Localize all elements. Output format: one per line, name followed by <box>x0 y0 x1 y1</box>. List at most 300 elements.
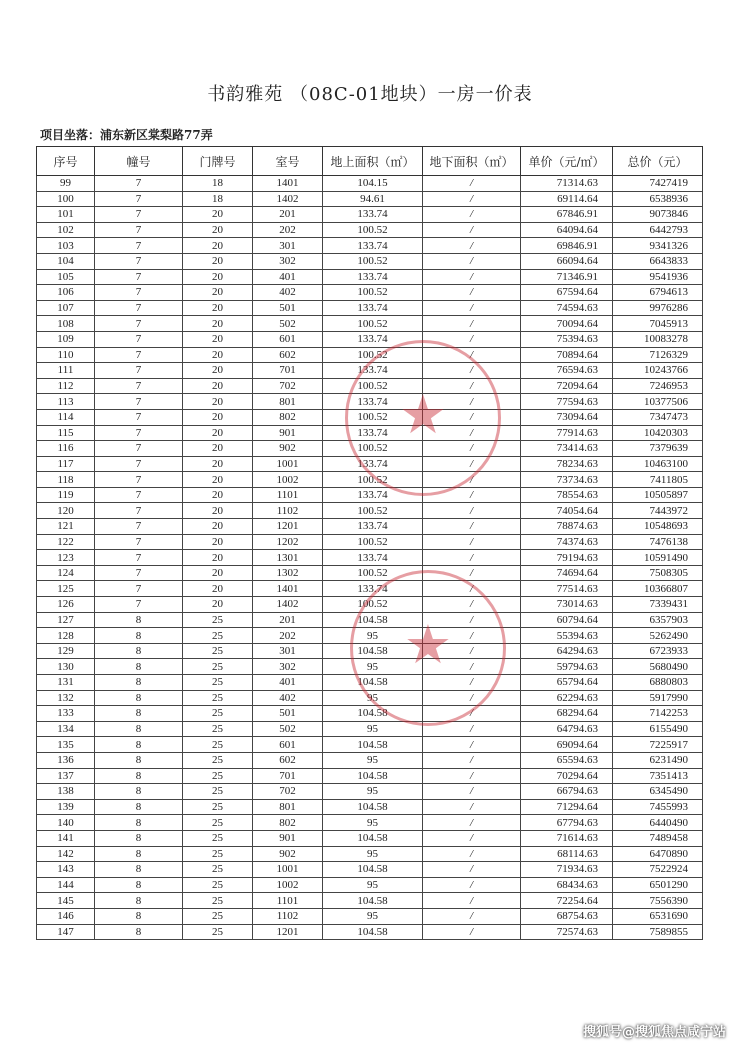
cell-above-area: 133.74 <box>323 269 423 285</box>
cell-seq: 102 <box>37 222 95 238</box>
cell-seq: 109 <box>37 331 95 347</box>
cell-door-number: 20 <box>183 441 253 457</box>
cell-seq: 113 <box>37 394 95 410</box>
page-title: 书韵雅苑 （08C-01地块）一房一价表 <box>207 84 533 105</box>
cell-room: 701 <box>253 363 323 379</box>
cell-room: 1002 <box>253 877 323 893</box>
cell-room: 1401 <box>253 581 323 597</box>
table-row <box>37 347 703 363</box>
cell-unit-price: 70894.64 <box>521 347 613 363</box>
cell-door-number: 25 <box>183 846 253 862</box>
cell-room: 301 <box>253 643 323 659</box>
cell-unit-price: 73734.63 <box>521 472 613 488</box>
cell-room: 1102 <box>253 503 323 519</box>
cell-door-number: 25 <box>183 815 253 831</box>
table-row <box>37 846 703 862</box>
cell-below-area: / <box>423 908 521 924</box>
cell-seq: 106 <box>37 285 95 301</box>
cell-unit-price: 64294.63 <box>521 643 613 659</box>
cell-unit-price: 74694.64 <box>521 565 613 581</box>
cell-above-area: 104.15 <box>323 176 423 192</box>
cell-building: 7 <box>95 222 183 238</box>
cell-below-area: / <box>423 300 521 316</box>
cell-door-number: 20 <box>183 456 253 472</box>
cell-room: 502 <box>253 721 323 737</box>
cell-room: 1402 <box>253 597 323 613</box>
cell-door-number: 20 <box>183 285 253 301</box>
cell-below-area: / <box>423 472 521 488</box>
cell-below-area: / <box>423 706 521 722</box>
cell-total-price: 7351413 <box>613 768 703 784</box>
red-seal-stamp: ★ <box>350 570 506 726</box>
cell-below-area: / <box>423 659 521 675</box>
cell-above-area: 133.74 <box>323 487 423 503</box>
cell-room: 802 <box>253 815 323 831</box>
cell-seq: 120 <box>37 503 95 519</box>
cell-door-number: 25 <box>183 924 253 940</box>
cell-seq: 104 <box>37 253 95 269</box>
table-row <box>37 487 703 503</box>
cell-seq: 105 <box>37 269 95 285</box>
cell-building: 7 <box>95 176 183 192</box>
cell-below-area: / <box>423 815 521 831</box>
cell-below-area: / <box>423 316 521 332</box>
cell-building: 7 <box>95 456 183 472</box>
cell-above-area: 104.58 <box>323 737 423 753</box>
cell-seq: 127 <box>37 612 95 628</box>
cell-unit-price: 77514.63 <box>521 581 613 597</box>
cell-door-number: 25 <box>183 721 253 737</box>
cell-building: 7 <box>95 534 183 550</box>
cell-unit-price: 75394.63 <box>521 331 613 347</box>
cell-above-area: 133.74 <box>323 238 423 254</box>
cell-room: 802 <box>253 409 323 425</box>
cell-unit-price: 73414.63 <box>521 441 613 457</box>
table-row <box>37 331 703 347</box>
cell-seq: 130 <box>37 659 95 675</box>
cell-building: 7 <box>95 441 183 457</box>
cell-door-number: 20 <box>183 550 253 566</box>
cell-building: 8 <box>95 690 183 706</box>
cell-below-area: / <box>423 222 521 238</box>
cell-total-price: 10463100 <box>613 456 703 472</box>
cell-building: 8 <box>95 721 183 737</box>
table-row <box>37 628 703 644</box>
cell-above-area: 104.58 <box>323 924 423 940</box>
cell-door-number: 20 <box>183 207 253 223</box>
cell-above-area: 133.74 <box>323 519 423 535</box>
cell-above-area: 133.74 <box>323 363 423 379</box>
cell-seq: 125 <box>37 581 95 597</box>
cell-total-price: 6231490 <box>613 752 703 768</box>
cell-seq: 131 <box>37 675 95 691</box>
cell-total-price: 6470890 <box>613 846 703 862</box>
header-above-area: 地上面积（㎡） <box>323 147 423 176</box>
table-row <box>37 768 703 784</box>
cell-door-number: 20 <box>183 409 253 425</box>
cell-total-price: 7427419 <box>613 176 703 192</box>
cell-below-area: / <box>423 331 521 347</box>
cell-door-number: 20 <box>183 534 253 550</box>
watermark: 搜狐号@搜狐焦点咸宁站 <box>582 1025 726 1040</box>
cell-room: 501 <box>253 706 323 722</box>
cell-seq: 110 <box>37 347 95 363</box>
cell-above-area: 133.74 <box>323 207 423 223</box>
cell-room: 602 <box>253 347 323 363</box>
cell-above-area: 95 <box>323 784 423 800</box>
cell-door-number: 20 <box>183 316 253 332</box>
header-seq: 序号 <box>37 147 95 176</box>
cell-building: 8 <box>95 862 183 878</box>
cell-unit-price: 78554.63 <box>521 487 613 503</box>
cell-room: 1001 <box>253 456 323 472</box>
cell-room: 1301 <box>253 550 323 566</box>
table-row <box>37 908 703 924</box>
cell-building: 7 <box>95 207 183 223</box>
cell-building: 7 <box>95 331 183 347</box>
table-row <box>37 519 703 535</box>
cell-seq: 121 <box>37 519 95 535</box>
cell-door-number: 20 <box>183 565 253 581</box>
table-row <box>37 581 703 597</box>
cell-room: 401 <box>253 675 323 691</box>
cell-above-area: 100.52 <box>323 347 423 363</box>
cell-above-area: 104.58 <box>323 799 423 815</box>
cell-room: 701 <box>253 768 323 784</box>
cell-below-area: / <box>423 238 521 254</box>
cell-total-price: 6501290 <box>613 877 703 893</box>
cell-unit-price: 74594.63 <box>521 300 613 316</box>
cell-room: 302 <box>253 659 323 675</box>
cell-room: 401 <box>253 269 323 285</box>
cell-door-number: 20 <box>183 300 253 316</box>
cell-total-price: 7379639 <box>613 441 703 457</box>
table-row <box>37 550 703 566</box>
cell-unit-price: 65794.64 <box>521 675 613 691</box>
cell-total-price: 6531690 <box>613 908 703 924</box>
header-door-number: 门牌号 <box>183 147 253 176</box>
table-row <box>37 441 703 457</box>
cell-seq: 129 <box>37 643 95 659</box>
cell-building: 8 <box>95 830 183 846</box>
cell-above-area: 104.58 <box>323 612 423 628</box>
cell-seq: 116 <box>37 441 95 457</box>
table-row <box>37 721 703 737</box>
cell-total-price: 7411805 <box>613 472 703 488</box>
cell-door-number: 25 <box>183 675 253 691</box>
cell-door-number: 18 <box>183 176 253 192</box>
cell-total-price: 5680490 <box>613 659 703 675</box>
cell-total-price: 6442793 <box>613 222 703 238</box>
cell-total-price: 6440490 <box>613 815 703 831</box>
cell-total-price: 7347473 <box>613 409 703 425</box>
cell-building: 8 <box>95 737 183 753</box>
cell-building: 7 <box>95 238 183 254</box>
cell-seq: 145 <box>37 893 95 909</box>
cell-room: 1302 <box>253 565 323 581</box>
cell-room: 1201 <box>253 519 323 535</box>
cell-unit-price: 71314.63 <box>521 176 613 192</box>
cell-total-price: 10505897 <box>613 487 703 503</box>
cell-door-number: 20 <box>183 363 253 379</box>
cell-unit-price: 72254.64 <box>521 893 613 909</box>
cell-building: 7 <box>95 487 183 503</box>
cell-building: 7 <box>95 363 183 379</box>
cell-above-area: 100.52 <box>323 409 423 425</box>
cell-building: 7 <box>95 425 183 441</box>
table-row <box>37 784 703 800</box>
cell-total-price: 10366807 <box>613 581 703 597</box>
cell-below-area: / <box>423 924 521 940</box>
cell-building: 8 <box>95 893 183 909</box>
table-row <box>37 534 703 550</box>
cell-building: 7 <box>95 378 183 394</box>
cell-room: 1101 <box>253 487 323 503</box>
cell-unit-price: 73094.64 <box>521 409 613 425</box>
cell-room: 801 <box>253 394 323 410</box>
cell-above-area: 133.74 <box>323 331 423 347</box>
cell-building: 8 <box>95 675 183 691</box>
cell-total-price: 10377506 <box>613 394 703 410</box>
cell-total-price: 10083278 <box>613 331 703 347</box>
cell-below-area: / <box>423 207 521 223</box>
cell-above-area: 133.74 <box>323 425 423 441</box>
cell-above-area: 95 <box>323 846 423 862</box>
cell-seq: 111 <box>37 363 95 379</box>
table-row <box>37 643 703 659</box>
cell-total-price: 9976286 <box>613 300 703 316</box>
table-row <box>37 815 703 831</box>
cell-room: 301 <box>253 238 323 254</box>
cell-seq: 136 <box>37 752 95 768</box>
cell-door-number: 18 <box>183 191 253 207</box>
cell-below-area: / <box>423 799 521 815</box>
cell-room: 402 <box>253 690 323 706</box>
cell-seq: 108 <box>37 316 95 332</box>
cell-door-number: 20 <box>183 487 253 503</box>
cell-total-price: 7339431 <box>613 597 703 613</box>
cell-room: 601 <box>253 331 323 347</box>
table-row <box>37 862 703 878</box>
cell-building: 7 <box>95 316 183 332</box>
header-unit-price: 单价（元/㎡） <box>521 147 613 176</box>
table-row <box>37 737 703 753</box>
cell-above-area: 100.52 <box>323 472 423 488</box>
cell-room: 1002 <box>253 472 323 488</box>
cell-building: 7 <box>95 565 183 581</box>
table-row <box>37 253 703 269</box>
cell-total-price: 6723933 <box>613 643 703 659</box>
cell-below-area: / <box>423 534 521 550</box>
cell-below-area: / <box>423 394 521 410</box>
cell-total-price: 7225917 <box>613 737 703 753</box>
cell-below-area: / <box>423 191 521 207</box>
cell-seq: 115 <box>37 425 95 441</box>
cell-room: 601 <box>253 737 323 753</box>
cell-seq: 132 <box>37 690 95 706</box>
table-row <box>37 830 703 846</box>
cell-unit-price: 76594.63 <box>521 363 613 379</box>
cell-total-price: 5917990 <box>613 690 703 706</box>
cell-above-area: 95 <box>323 877 423 893</box>
cell-door-number: 25 <box>183 612 253 628</box>
cell-total-price: 7443972 <box>613 503 703 519</box>
table-row <box>37 565 703 581</box>
cell-door-number: 20 <box>183 503 253 519</box>
table-row <box>37 300 703 316</box>
cell-above-area: 104.58 <box>323 643 423 659</box>
cell-room: 901 <box>253 830 323 846</box>
cell-room: 1101 <box>253 893 323 909</box>
table-row <box>37 659 703 675</box>
cell-building: 8 <box>95 628 183 644</box>
cell-below-area: / <box>423 253 521 269</box>
cell-building: 8 <box>95 908 183 924</box>
cell-below-area: / <box>423 752 521 768</box>
cell-door-number: 20 <box>183 581 253 597</box>
cell-door-number: 25 <box>183 830 253 846</box>
table-row <box>37 394 703 410</box>
cell-unit-price: 73014.63 <box>521 597 613 613</box>
cell-building: 7 <box>95 269 183 285</box>
cell-unit-price: 78874.63 <box>521 519 613 535</box>
cell-above-area: 104.58 <box>323 830 423 846</box>
cell-total-price: 10548693 <box>613 519 703 535</box>
cell-door-number: 20 <box>183 378 253 394</box>
cell-unit-price: 77914.63 <box>521 425 613 441</box>
cell-door-number: 20 <box>183 222 253 238</box>
cell-total-price: 7489458 <box>613 830 703 846</box>
cell-unit-price: 68754.63 <box>521 908 613 924</box>
cell-total-price: 6155490 <box>613 721 703 737</box>
cell-seq: 135 <box>37 737 95 753</box>
header-below-area: 地下面积（㎡） <box>423 147 521 176</box>
cell-seq: 124 <box>37 565 95 581</box>
cell-door-number: 20 <box>183 519 253 535</box>
cell-total-price: 6538936 <box>613 191 703 207</box>
table-row <box>37 472 703 488</box>
cell-above-area: 133.74 <box>323 581 423 597</box>
cell-above-area: 100.52 <box>323 565 423 581</box>
cell-building: 7 <box>95 191 183 207</box>
cell-door-number: 20 <box>183 394 253 410</box>
cell-seq: 119 <box>37 487 95 503</box>
cell-seq: 103 <box>37 238 95 254</box>
cell-room: 201 <box>253 612 323 628</box>
cell-total-price: 6880803 <box>613 675 703 691</box>
cell-below-area: / <box>423 612 521 628</box>
cell-door-number: 20 <box>183 238 253 254</box>
table-row <box>37 706 703 722</box>
table-row <box>37 675 703 691</box>
cell-room: 202 <box>253 628 323 644</box>
cell-building: 7 <box>95 409 183 425</box>
cell-total-price: 7246953 <box>613 378 703 394</box>
cell-room: 302 <box>253 253 323 269</box>
cell-unit-price: 77594.63 <box>521 394 613 410</box>
cell-seq: 134 <box>37 721 95 737</box>
cell-unit-price: 64094.64 <box>521 222 613 238</box>
cell-below-area: / <box>423 409 521 425</box>
header-building: 幢号 <box>95 147 183 176</box>
cell-above-area: 94.61 <box>323 191 423 207</box>
cell-unit-price: 60794.64 <box>521 612 613 628</box>
cell-door-number: 20 <box>183 331 253 347</box>
cell-unit-price: 67594.64 <box>521 285 613 301</box>
cell-unit-price: 71346.91 <box>521 269 613 285</box>
cell-building: 7 <box>95 285 183 301</box>
cell-building: 8 <box>95 877 183 893</box>
cell-door-number: 20 <box>183 425 253 441</box>
cell-room: 402 <box>253 285 323 301</box>
cell-unit-price: 65594.63 <box>521 752 613 768</box>
table-row <box>37 238 703 254</box>
table-row <box>37 222 703 238</box>
table-row <box>37 612 703 628</box>
cell-door-number: 25 <box>183 706 253 722</box>
cell-below-area: / <box>423 285 521 301</box>
cell-room: 1102 <box>253 908 323 924</box>
cell-seq: 140 <box>37 815 95 831</box>
cell-door-number: 20 <box>183 269 253 285</box>
cell-seq: 118 <box>37 472 95 488</box>
cell-total-price: 7476138 <box>613 534 703 550</box>
cell-seq: 112 <box>37 378 95 394</box>
cell-unit-price: 68294.64 <box>521 706 613 722</box>
cell-building: 7 <box>95 300 183 316</box>
cell-seq: 122 <box>37 534 95 550</box>
cell-door-number: 25 <box>183 799 253 815</box>
cell-unit-price: 74374.63 <box>521 534 613 550</box>
cell-below-area: / <box>423 581 521 597</box>
table-header-row <box>37 147 703 176</box>
table-row <box>37 191 703 207</box>
table-row <box>37 207 703 223</box>
cell-above-area: 95 <box>323 752 423 768</box>
cell-seq: 101 <box>37 207 95 223</box>
cell-total-price: 7556390 <box>613 893 703 909</box>
cell-room: 901 <box>253 425 323 441</box>
table-row <box>37 176 703 192</box>
cell-below-area: / <box>423 877 521 893</box>
cell-seq: 99 <box>37 176 95 192</box>
cell-above-area: 104.58 <box>323 768 423 784</box>
cell-building: 7 <box>95 253 183 269</box>
cell-room: 502 <box>253 316 323 332</box>
cell-below-area: / <box>423 643 521 659</box>
cell-room: 702 <box>253 784 323 800</box>
cell-above-area: 95 <box>323 721 423 737</box>
cell-above-area: 100.52 <box>323 534 423 550</box>
cell-room: 902 <box>253 846 323 862</box>
cell-seq: 146 <box>37 908 95 924</box>
cell-above-area: 95 <box>323 815 423 831</box>
table-row <box>37 456 703 472</box>
cell-seq: 137 <box>37 768 95 784</box>
cell-total-price: 6643833 <box>613 253 703 269</box>
cell-door-number: 20 <box>183 597 253 613</box>
table-row <box>37 690 703 706</box>
cell-below-area: / <box>423 565 521 581</box>
cell-building: 7 <box>95 347 183 363</box>
cell-seq: 133 <box>37 706 95 722</box>
cell-below-area: / <box>423 519 521 535</box>
cell-room: 1401 <box>253 176 323 192</box>
table-row <box>37 425 703 441</box>
cell-total-price: 7589855 <box>613 924 703 940</box>
cell-above-area: 100.52 <box>323 503 423 519</box>
cell-below-area: / <box>423 269 521 285</box>
